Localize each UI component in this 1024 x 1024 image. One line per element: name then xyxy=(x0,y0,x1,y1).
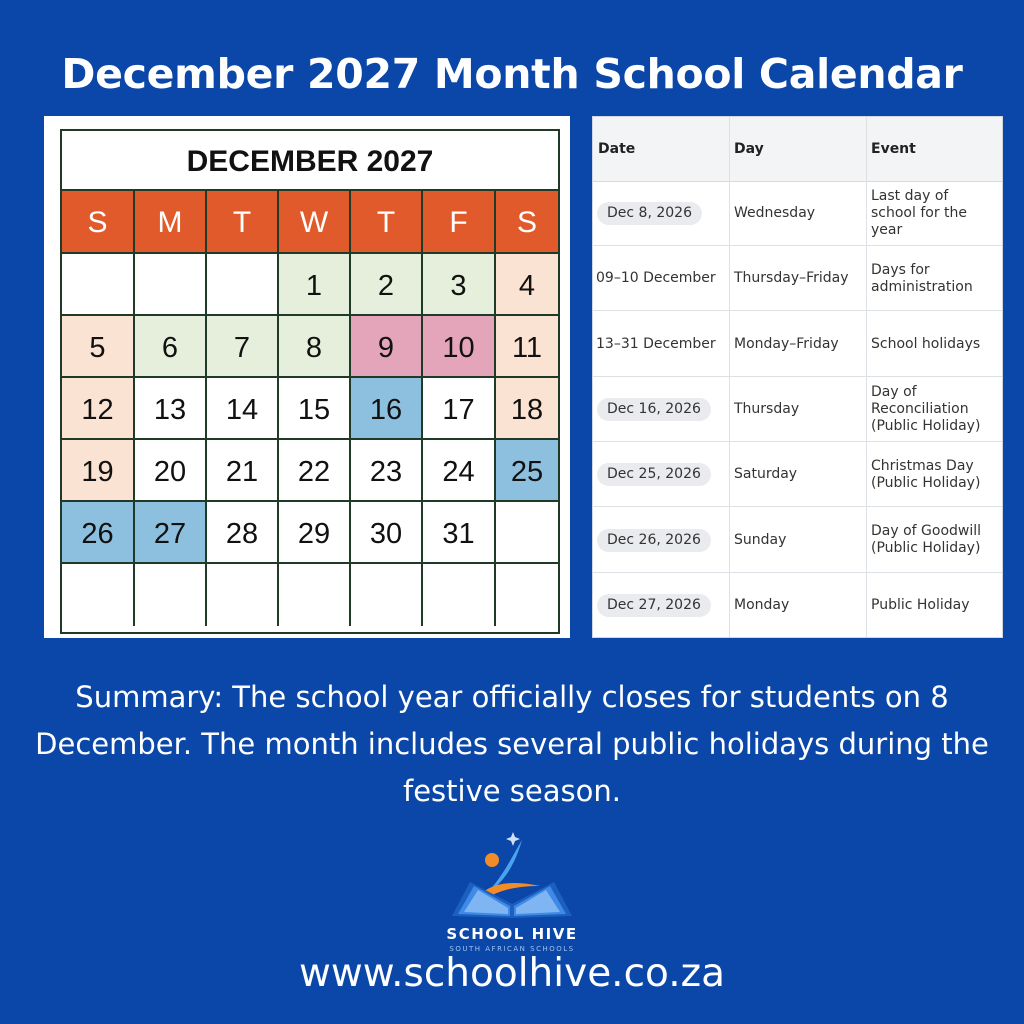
calendar-empty-cell xyxy=(279,564,351,626)
logo-tagline: SOUTH AFRICAN SCHOOLS xyxy=(449,945,575,953)
date-cell xyxy=(597,442,729,507)
event-cell: Public Holiday xyxy=(871,596,970,613)
weekday-header: T xyxy=(351,191,423,254)
day-cell: Monday xyxy=(734,596,790,613)
calendar-empty-cell xyxy=(423,564,496,626)
calendar-month-title: DECEMBER 2027 xyxy=(62,131,558,191)
calendar-day: 21 xyxy=(207,440,279,502)
date-cell xyxy=(597,573,729,638)
weekday-header: W xyxy=(279,191,351,254)
events-table-header xyxy=(593,117,1002,182)
day-cell: Thursday–Friday xyxy=(734,270,849,287)
table-row xyxy=(593,312,1002,377)
calendar-day: 30 xyxy=(351,502,423,564)
calendar-day: 25 xyxy=(496,440,558,502)
event-cell: School holidays xyxy=(871,335,981,352)
date-cell xyxy=(597,181,729,246)
date-chip: Dec 8, 2026 xyxy=(597,202,702,225)
table-row xyxy=(593,573,1002,638)
table-row xyxy=(593,377,1002,442)
school-hive-book-icon xyxy=(412,826,612,926)
event-cell: Christmas Day (Public Holiday) xyxy=(871,457,981,491)
weekday-header: S xyxy=(496,191,558,254)
calendar-empty-cell xyxy=(496,564,558,626)
calendar-day: 18 xyxy=(496,378,558,440)
calendar-empty-cell xyxy=(207,564,279,626)
calendar-day: 8 xyxy=(279,316,351,378)
calendar-day: 27 xyxy=(135,502,207,564)
calendar-day: 20 xyxy=(135,440,207,502)
date-chip: Dec 16, 2026 xyxy=(597,398,711,421)
calendar-day: 6 xyxy=(135,316,207,378)
date-cell xyxy=(596,246,728,311)
weekday-header: F xyxy=(423,191,496,254)
calendar-day: 31 xyxy=(423,502,496,564)
calendar-empty-cell xyxy=(207,254,279,316)
event-cell: Day of Goodwill (Public Holiday) xyxy=(871,523,982,556)
table-row xyxy=(593,508,1002,573)
day-cell: Wednesday xyxy=(734,205,816,221)
calendar-empty-cell xyxy=(62,564,135,626)
calendar-day: 2 xyxy=(351,254,423,316)
school-hive-logo xyxy=(412,826,612,956)
date-text: 13–31 December xyxy=(596,335,716,352)
calendar-day: 16 xyxy=(351,378,423,440)
event-cell: Days for administration xyxy=(871,261,973,295)
date-cell xyxy=(597,508,729,573)
calendar-day: 23 xyxy=(351,440,423,502)
weekday-header: S xyxy=(62,191,135,254)
day-cell: Thursday xyxy=(734,400,800,417)
date-chip: Dec 26, 2026 xyxy=(597,529,711,552)
event-cell: Last day of school for the year xyxy=(871,188,968,238)
weekday-header: T xyxy=(207,191,279,254)
date-cell xyxy=(596,312,728,377)
calendar-day: 11 xyxy=(496,316,558,378)
calendar-day: 7 xyxy=(207,316,279,378)
weekday-header: M xyxy=(135,191,207,254)
website-link[interactable]: www.schoolhive.co.za xyxy=(299,951,725,996)
calendar-empty-cell xyxy=(135,254,207,316)
events-table xyxy=(592,116,1003,638)
table-row xyxy=(593,246,1002,311)
table-row xyxy=(593,181,1002,246)
calendar-empty-cell xyxy=(62,254,135,316)
day-cell: Saturday xyxy=(734,466,798,483)
summary-text: Summary: The school year officially closes for students on 8 December. The month includes several public holidays during the festive season. xyxy=(35,680,989,808)
column-header-date: Date xyxy=(598,141,636,157)
date-cell xyxy=(597,377,729,442)
calendar-day: 1 xyxy=(279,254,351,316)
date-chip: Dec 27, 2026 xyxy=(597,594,711,617)
date-chip: Dec 25, 2026 xyxy=(597,463,711,486)
calendar-day: 22 xyxy=(279,440,351,502)
calendar-day: 4 xyxy=(496,254,558,316)
calendar-day: 29 xyxy=(279,502,351,564)
calendar-day: 19 xyxy=(62,440,135,502)
column-header-event: Event xyxy=(871,141,916,157)
calendar-empty-cell xyxy=(135,564,207,626)
event-cell: Day of Reconciliation (Public Holiday) xyxy=(871,383,981,434)
calendar-day: 5 xyxy=(62,316,135,378)
calendar-day: 28 xyxy=(207,502,279,564)
calendar-panel xyxy=(44,116,570,638)
calendar-day: 9 xyxy=(351,316,423,378)
calendar-grid xyxy=(60,129,560,634)
logo-name: SCHOOL HIVE xyxy=(446,925,578,943)
column-header-day: Day xyxy=(734,141,764,157)
calendar-empty-cell xyxy=(351,564,423,626)
date-text: 09–10 December xyxy=(596,270,716,287)
calendar-day: 17 xyxy=(423,378,496,440)
calendar-day: 26 xyxy=(62,502,135,564)
calendar-day: 24 xyxy=(423,440,496,502)
calendar-day: 13 xyxy=(135,378,207,440)
calendar-day: 15 xyxy=(279,378,351,440)
day-cell: Monday–Friday xyxy=(734,335,839,352)
calendar-day: 10 xyxy=(423,316,496,378)
calendar-day: 14 xyxy=(207,378,279,440)
calendar-day: 12 xyxy=(62,378,135,440)
table-row xyxy=(593,442,1002,507)
calendar-empty-cell xyxy=(496,502,558,564)
day-cell: Sunday xyxy=(734,531,787,548)
calendar-day: 3 xyxy=(423,254,496,316)
page-title: December 2027 Month School Calendar xyxy=(61,50,963,98)
